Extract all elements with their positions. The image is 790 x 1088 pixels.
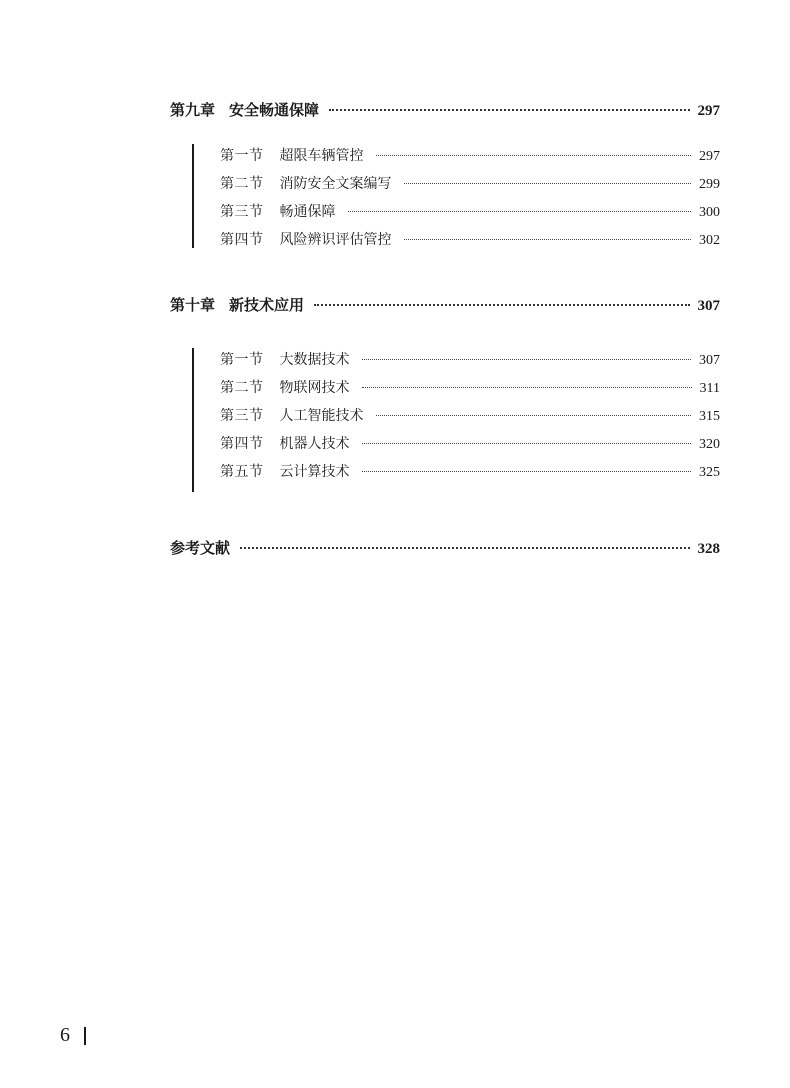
toc-section[interactable]: [220, 198, 720, 226]
section-number: 第三节: [220, 204, 264, 220]
page-folio: [60, 1024, 86, 1047]
section-group-bar: [192, 144, 194, 248]
toc-section[interactable]: [220, 374, 720, 402]
chapter-page: 297: [697, 103, 720, 119]
dot-leader: [362, 359, 692, 360]
dot-leader: [376, 415, 692, 416]
section-number: 第一节: [220, 352, 264, 368]
section-number: 第五节: [220, 464, 264, 480]
references-title: 参考文献: [170, 539, 231, 557]
dot-leader: [404, 183, 692, 184]
section-page: 325: [699, 465, 720, 480]
toc-section[interactable]: [220, 402, 720, 430]
toc-section[interactable]: [220, 142, 720, 170]
dot-leader: [362, 471, 692, 472]
section-title: 超限车辆管控: [279, 148, 364, 164]
folio-rule: [84, 1027, 86, 1045]
toc-section[interactable]: [220, 346, 720, 374]
chapter-page: 307: [697, 298, 720, 314]
section-group-bar: [192, 348, 194, 492]
dot-leader: [348, 211, 692, 212]
section-page: 320: [699, 437, 720, 452]
toc-section-group-10: [192, 346, 720, 490]
dot-leader: [240, 547, 689, 549]
dot-leader: [329, 109, 689, 111]
section-number: 第四节: [220, 436, 264, 452]
section-title: 畅通保障: [279, 204, 336, 220]
toc-chapter-9[interactable]: [170, 98, 720, 122]
section-page: 302: [699, 233, 720, 248]
section-title: 云计算技术: [279, 464, 350, 480]
section-number: 第一节: [220, 148, 264, 164]
section-number: 第二节: [220, 380, 264, 396]
toc-section-group-9: [192, 142, 720, 254]
page-number: 6: [60, 1024, 70, 1046]
toc-section[interactable]: [220, 170, 720, 198]
dot-leader: [362, 387, 692, 388]
section-number: 第三节: [220, 408, 264, 424]
section-number: 第二节: [220, 176, 264, 192]
dot-leader: [404, 239, 692, 240]
section-title: 人工智能技术: [279, 408, 364, 424]
section-title: 机器人技术: [279, 436, 350, 452]
toc-section[interactable]: [220, 458, 720, 486]
references-page: 328: [697, 541, 720, 557]
toc-chapter-10[interactable]: [170, 293, 720, 317]
chapter-number: 第九章: [170, 101, 216, 119]
chapter-title: 新技术应用: [229, 296, 305, 314]
section-page: 315: [699, 409, 720, 424]
chapter-title: 安全畅通保障: [229, 101, 320, 119]
section-title: 物联网技术: [279, 380, 350, 396]
dot-leader: [362, 443, 692, 444]
toc-section[interactable]: [220, 226, 720, 254]
section-page: 297: [699, 149, 720, 164]
section-page: 299: [699, 177, 720, 192]
section-page: 300: [699, 205, 720, 220]
dot-leader: [314, 304, 689, 306]
chapter-number: 第十章: [170, 296, 216, 314]
section-title: 大数据技术: [279, 352, 350, 368]
toc-references[interactable]: [170, 536, 720, 560]
section-page: 307: [699, 353, 720, 368]
section-title: 风险辨识评估管控: [279, 232, 392, 248]
section-number: 第四节: [220, 232, 264, 248]
toc-section[interactable]: [220, 430, 720, 458]
section-title: 消防安全文案编写: [279, 176, 392, 192]
section-page: 311: [699, 381, 720, 396]
dot-leader: [376, 155, 692, 156]
